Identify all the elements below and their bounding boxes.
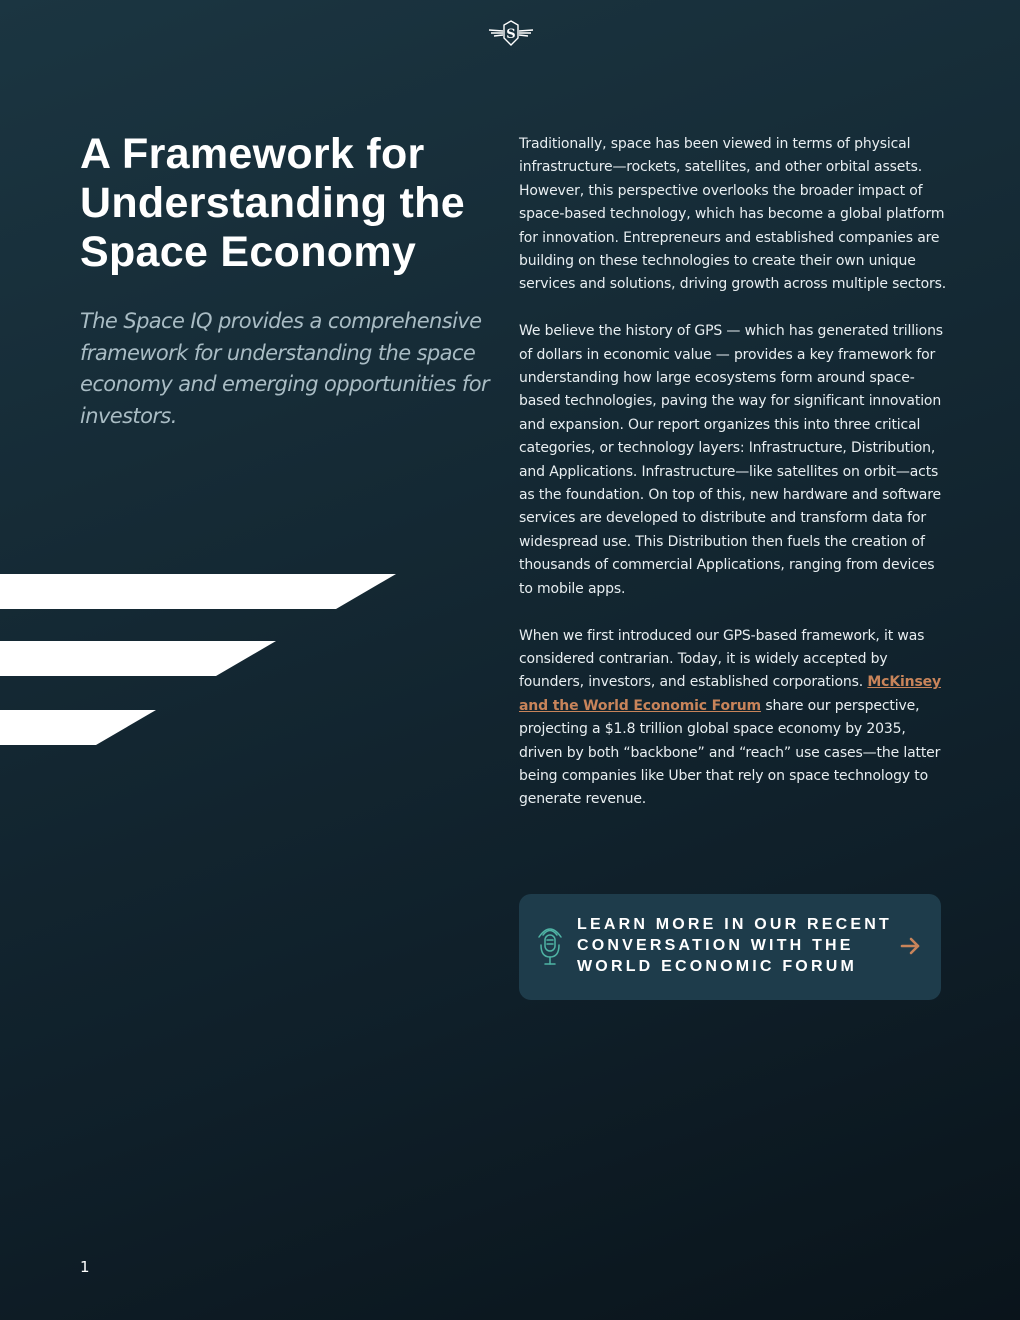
svg-text:S: S <box>506 27 516 42</box>
body-paragraph-2: We believe the history of GPS — which has generated trillions of dollars in economic value — provides a key framework for understanding how large ecosystems form around space-based technologies, paving the way for significant innovation and expansion. Our report organizes this into three critical categories, or technology layers: Infrastructure, Distribution, and Applications. Infrastructure—like satellites on orbit—acts as the foundation. On top of this, new hardware and software services are developed to distribute and transform data for widespread use. This Distribution then fuels the creation of thousands of commercial Applications, ranging from devices to mobile apps. <box>519 323 943 597</box>
page-subtitle: The Space IQ provides a comprehensive framework for understanding the space economy and emerging opportunities for investors. <box>80 309 489 428</box>
body-paragraph-3-intro: When we first introduced our GPS-based framework, it was considered contrarian. Today, it is widely accepted by founders, investors, and established corporations. <box>519 627 925 691</box>
stripe-1 <box>0 574 396 609</box>
arrow-right-icon <box>899 935 921 957</box>
wef-conversation-cta-button[interactable] <box>519 894 941 1000</box>
decorative-stripes <box>0 574 400 749</box>
body-paragraph-3 <box>519 625 949 812</box>
stripe-3 <box>0 710 156 745</box>
cta-label: LEARN MORE IN OUR RECENT CONVERSATION WITH THE WORLD ECONOMIC FORUM <box>577 916 893 975</box>
body-paragraph-1: Traditionally, space has been viewed in terms of physical infrastructure—rockets, satellites, and other orbital assets. However, this perspective overlooks the broader impact of space-based technology, which has become a global platform for innovation. Entrepreneurs and established companies are building on these technologies to create their own unique services and solutions, driving growth across multiple sectors. <box>519 136 947 293</box>
page-title: A Framework for Understanding the Space Economy <box>80 130 465 276</box>
mckinsey-wef-link[interactable]: McKinsey and the World Economic Forum <box>519 674 941 714</box>
stripe-2 <box>0 641 276 676</box>
body-text-column <box>519 133 949 835</box>
body-paragraph-3-rest: share our perspective, projecting a $1.8 trillion global space economy by 2035, driven by both “backbone” and “reach” use cases—the latter being companies like Uber that rely on space technology to generate revenue. <box>519 697 941 808</box>
podcast-microphone-icon <box>537 927 563 967</box>
page-number: 1 <box>80 1258 90 1276</box>
winged-s-emblem-icon <box>487 18 535 48</box>
